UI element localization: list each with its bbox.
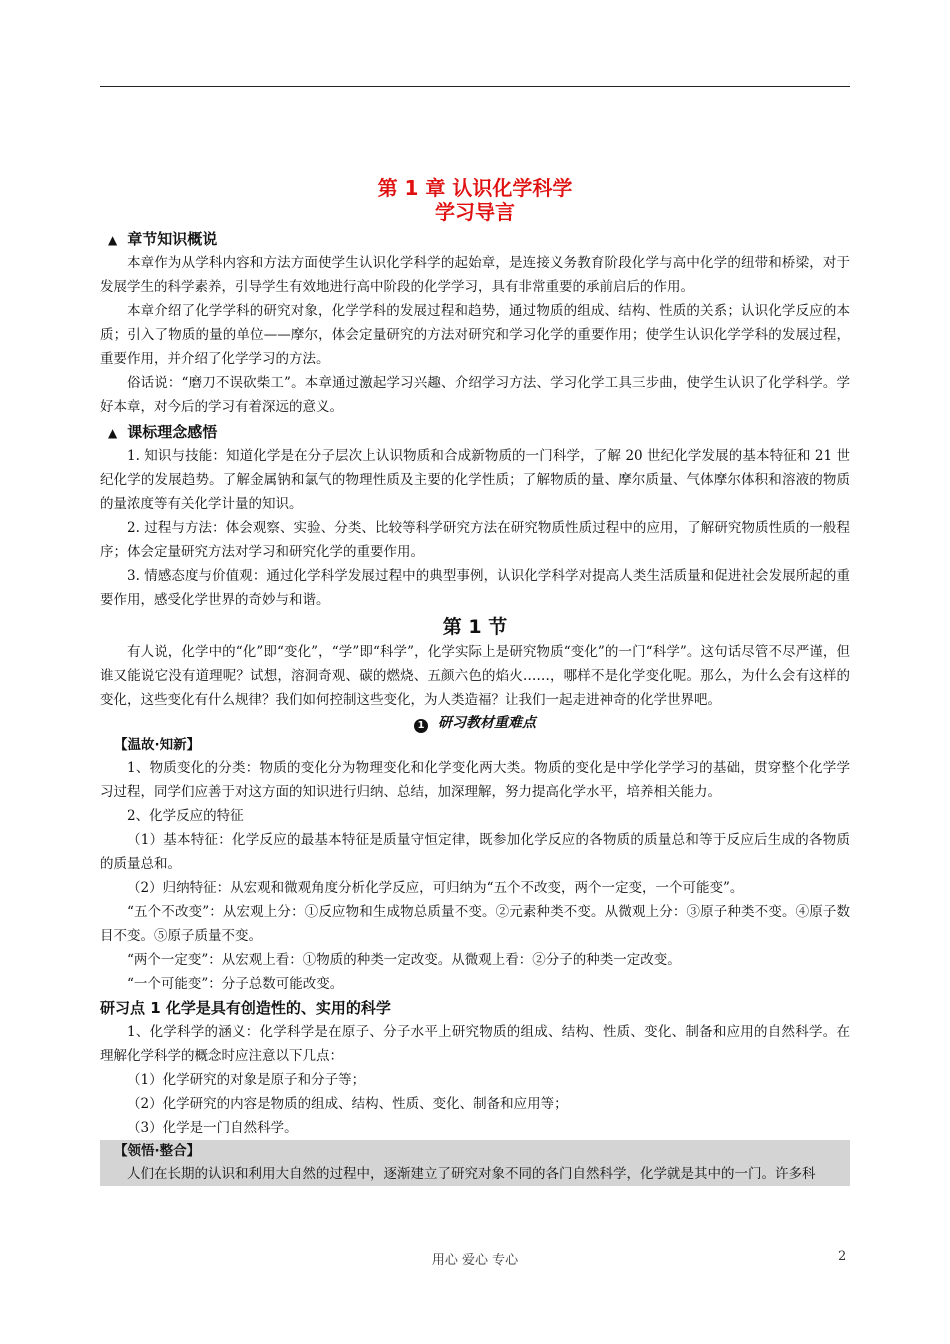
page-number: 2 bbox=[838, 1249, 847, 1264]
review-paragraph: “一个可能变”：分子总数可能改变。 bbox=[127, 976, 344, 992]
study-point-heading: 研习点 1 化学是具有创造性的、实用的科学 bbox=[100, 999, 391, 1017]
standards-paragraph: 1. 知识与技能：知道化学是在分子层次上认识物质和合成新物质的一门科学，了解 20 世纪化学发展的基本特征和 21 世纪化学的发展趋势。了解金属钠和氯气的物理性质及主要的化学性质；了解物质的量、摩尔质量、气体摩尔体积和溶液的物质的量浓度等有关化学计量的知识。 bbox=[100, 448, 850, 512]
review-paragraph: 1、物质变化的分类：物质的变化分为物理变化和化学变化两大类。物质的变化是中学化学学习的基础，贯穿整个化学学习过程，同学们应善于对这方面的知识进行归纳、总结，加深理解，努力提高化学水平，培养相关能力。 bbox=[100, 760, 850, 800]
review-paragraph: （2）归纳特征：从宏观和微观角度分析化学反应，可归纳为“五个不改变，两个一定变，一个可能变”。 bbox=[127, 880, 744, 896]
intro-paragraph: 有人说，化学中的“化”即“变化”，“学”即“科学”，化学实际上是研究物质“变化”的一门“科学”。这句话尽管不尽严谨，但谁又能说它没有道理呢？试想，溶洞奇观、碳的燃烧、五颜六色的焰火……，哪样不是化学变化呢。那么，为什么会有这样的变化，这些变化有什么规律？我们如何控制这些变化，为人类造福？让我们一起走进神奇的化学世界吧。 bbox=[100, 644, 850, 708]
point-paragraph: （1）化学研究的对象是原子和分子等； bbox=[127, 1072, 366, 1088]
insight-text: 人们在长期的认识和利用大自然的过程中，逐渐建立了研究对象不同的各门自然科学，化学就是其中的一门。许多科 bbox=[127, 1166, 816, 1182]
standards-paragraph: 2. 过程与方法：体会观察、实验、分类、比较等科学研究方法在研究物质性质过程中的应用，了解研究物质性质的一般程序；体会定量研究方法对学习和研究化学的重要作用。 bbox=[100, 520, 850, 560]
review-paragraph: “五个不改变”：从宏观上分：①反应物和生成物总质量不变。②元素种类不变。从微观上分：③原子种类不变。④原子数目不变。⑤原子质量不变。 bbox=[100, 904, 850, 944]
number-circle-icon: 1 bbox=[414, 719, 428, 733]
chapter-title: 第 1 章 认识化学科学 bbox=[377, 176, 573, 200]
section-title: 第 1 节 bbox=[442, 616, 508, 638]
overview-paragraph: 俗话说：“磨刀不误砍柴工”。本章通过激起学习兴趣、介绍学习方法、学习化学工具三步曲，使学生认识了化学科学。学好本章，对今后的学习有着深远的意义。 bbox=[100, 375, 850, 415]
overview-paragraph: 本章介绍了化学学科的研究对象，化学学科的发展过程和趋势，通过物质的组成、结构、性质的关系；认识化学反应的本质；引入了物质的量的单位——摩尔，体会定量研究的方法对研究和学习化学的重要作用；使学生认识化学学科的发展过程，重要作用，并介绍了化学学习的方法。 bbox=[100, 303, 850, 367]
point-paragraph: 1、化学科学的涵义：化学科学是在原子、分子水平上研究物质的组成、结构、性质、变化、制备和应用的自然科学。在理解化学科学的概念时应注意以下几点： bbox=[100, 1024, 850, 1064]
triangle-icon: ▲ bbox=[108, 233, 118, 247]
section-heading-text: 课标理念感悟 bbox=[127, 423, 218, 441]
page-footer: 用心 爱心 专心 bbox=[431, 1253, 519, 1268]
insight-box bbox=[100, 1140, 850, 1186]
triangle-icon: ▲ bbox=[108, 426, 118, 440]
section-heading-standards bbox=[108, 421, 850, 444]
review-paragraph: 2、化学反应的特征 bbox=[127, 808, 244, 824]
standards-paragraph: 3. 情感态度与价值观：通过化学科学发展过程中的典型事例，认识化学科学对提高人类生活质量和促进社会发展所起的重要作用，感受化学世界的奇妙与和谐。 bbox=[100, 568, 850, 608]
header-rule bbox=[100, 86, 850, 87]
point-paragraph: （2）化学研究的内容是物质的组成、结构、性质、变化、制备和应用等； bbox=[127, 1096, 568, 1112]
chapter-subtitle: 学习导言 bbox=[435, 200, 515, 224]
review-paragraph: “两个一定变”：从宏观上看：①物质的种类一定改变。从微观上看：②分子的种类一定改变。 bbox=[127, 952, 681, 968]
review-paragraph: （1）基本特征：化学反应的最基本特征是质量守恒定律，既参加化学反应的各物质的质量总和等于反应后生成的各物质的质量总和。 bbox=[100, 832, 850, 872]
review-label: 【温故·知新】 bbox=[114, 737, 201, 753]
insight-label: 【领悟·整合】 bbox=[114, 1143, 201, 1159]
study-heading-text: 研习教材重难点 bbox=[438, 715, 536, 731]
section-heading-overview bbox=[108, 228, 850, 251]
study-heading bbox=[100, 712, 850, 734]
overview-paragraph: 本章作为从学科内容和方法方面使学生认识化学科学的起始章，是连接义务教育阶段化学与高中化学的纽带和桥梁，对于发展学生的科学素养，引导学生有效地进行高中阶段的化学学习，具有非常重要的承前启后的作用。 bbox=[100, 255, 850, 295]
point-paragraph: （3）化学是一门自然科学。 bbox=[127, 1120, 298, 1136]
section-heading-text: 章节知识概说 bbox=[127, 230, 218, 248]
document-body bbox=[100, 176, 850, 1186]
